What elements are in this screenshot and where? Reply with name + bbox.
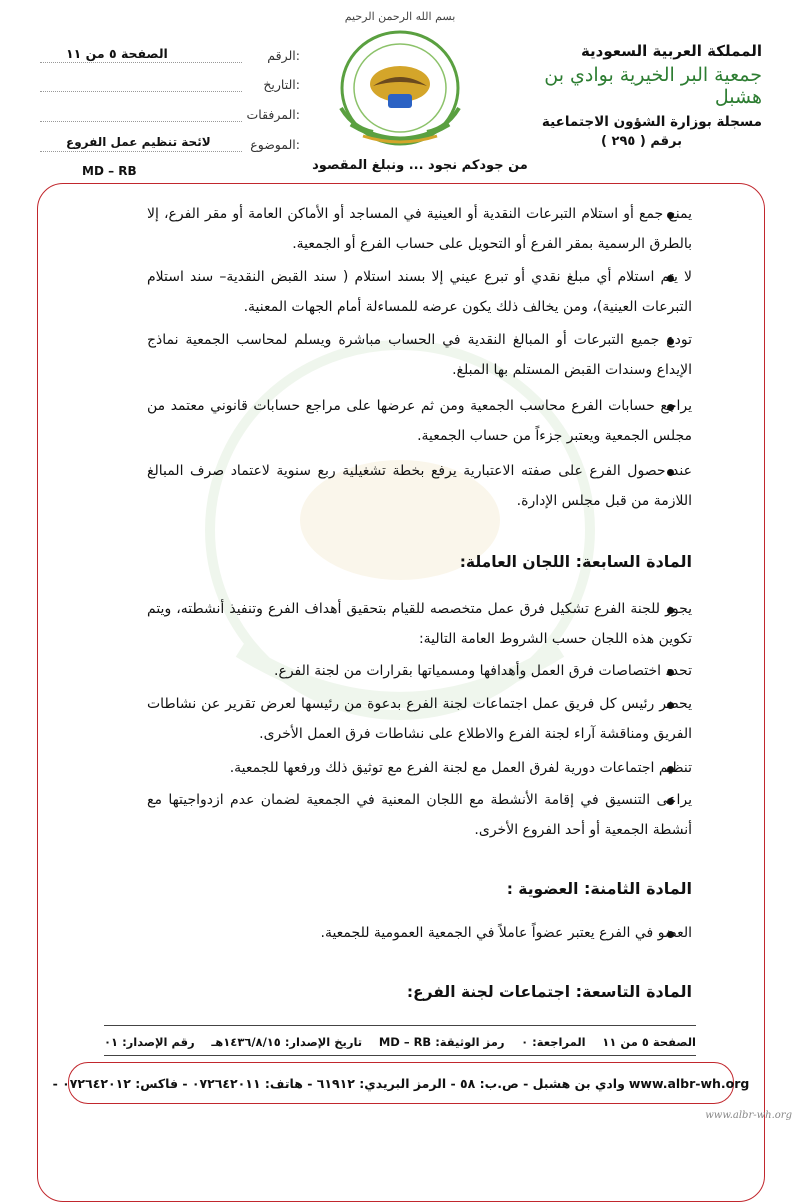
attachments-value <box>40 105 242 122</box>
meta-number-row <box>40 46 300 63</box>
basmala: بسم الله الرحمن الرحيم <box>344 10 456 23</box>
release-date: تاريخ الإصدار: ١٤٣٦/٨/١٥هـ <box>211 1035 363 1049</box>
address-text: وادي بن هشبل - ص.ب: ٥٨ - الرمز البريدي: ٦١٩١٢ - هاتف: ٠٧٢٦٤٢٠١١ - فاكس: ٠٧٢٦٤٢٠١٢ - <box>52 1075 625 1091</box>
meta-attachments-row <box>40 105 300 122</box>
list-item: يراعى التنسيق في إقامة الأنشطة مع اللجان المعنية في الجمعية لضمان عدم ازدواجيتها مع أنشطة الجمعية أو أحد الفروع الأخرى. <box>147 792 692 838</box>
meta-subject-row <box>40 135 300 152</box>
list-item: يحضر رئيس كل فريق عمل اجتماعات لجنة الفرع بدعوة من رئيسها لعرض تقرير عن نشاطات الفريق ومناقشة آراء لجنة الفرع والاطلاع على نشاطات فرق العمل الأخرى. <box>147 696 692 742</box>
list-item: يمنع جمع أو استلام التبرعات النقدية أو العينية في المساجد أو الأماكن العامة أو مقر الفرع، إلا بالطرق الرسمية بمقر الفرع أو التحويل على حساب الفرع أو الجمعية. <box>147 206 692 252</box>
registration-text: مسجلة بوزارة الشؤون الاجتماعية <box>541 114 762 130</box>
date-value <box>40 75 242 92</box>
revision: المراجعة: ٠ <box>521 1035 586 1049</box>
article-7-heading <box>460 552 692 571</box>
document-code: MD – RB <box>82 164 137 178</box>
list-item: العضو في الفرع يعتبر عضواً عاملاً في الجمعية العمومية للجمعية. <box>320 925 692 941</box>
number-label: الرقم: <box>267 48 300 63</box>
list-item: يراجع حسابات الفرع محاسب الجمعية ومن ثم عرضها على مراجع حسابات قانوني معتمد من مجلس الجمعية ويعتبر جزءاً من حساب الجمعية. <box>147 398 692 444</box>
organization-logo <box>333 28 467 158</box>
kingdom-name: المملكة العربية السعودية <box>580 42 762 60</box>
subject-label: الموضوع: <box>250 137 300 152</box>
list-item: تنظيم اجتماعات دورية لفرق العمل مع لجنة الفرع مع توثيق ذلك ورفعها للجمعية. <box>229 760 692 776</box>
website-link[interactable]: www.albr-wh.org <box>628 1075 750 1091</box>
date-label: التاريخ: <box>263 77 300 92</box>
article-8-title: المادة الثامنة: <box>583 879 692 898</box>
watermark-url: www.albr-wh.org <box>705 1110 792 1121</box>
number-value: الصفحة ٥ من ١١ <box>40 46 242 63</box>
organization-header <box>512 42 762 149</box>
address-box <box>52 1062 750 1104</box>
article-9-subject: اجتماعات لجنة الفرع: <box>406 983 571 1001</box>
footer-doc-code: رمز الوثيقة: MD – RB <box>378 1035 505 1049</box>
meta-date-row <box>40 75 300 92</box>
footer-page: الصفحة ٥ من ١١ <box>602 1035 696 1049</box>
list-item: عند حصول الفرع على صفته الاعتبارية يرفع بخطة تشغيلية ربع سنوية لاعتماد صرف المبالغ اللازمة من قبل مجلس الإدارة. <box>147 463 692 509</box>
attachments-label: المرفقات: <box>246 107 300 122</box>
list-item: لا يتم استلام أي مبلغ نقدي أو تبرع عيني إلا بسند استلام ( سند القبض النقدية– سند استلام التبرعات العينية)، ومن يخالف ذلك يكون عرضه للمساءلة أمام الجهات المعنية. <box>147 269 692 315</box>
list-item: تحدد اختصاصات فرق العمل وأهدافها ومسمياتها بقرارات من لجنة الفرع. <box>274 663 692 679</box>
article-7-title: المادة السابعة: <box>575 552 692 571</box>
slogan: من جودكم نجود ... ونبلغ المقصود <box>312 158 528 173</box>
release-number: رقم الإصدار: ٠١ <box>104 1035 195 1049</box>
article-9-title: المادة التاسعة: <box>575 982 692 1001</box>
list-item: يجوز للجنة الفرع تشكيل فرق عمل متخصصه للقيام بتحقيق أهداف الفرع وتنفيذ أنشطته، ويتم تكوين هذه اللجان حسب الشروط العامة التالية: <box>147 601 692 647</box>
organization-name: جمعية البر الخيرية بوادي بن هشبل <box>544 64 762 108</box>
article-8-heading <box>507 879 692 898</box>
article-8-subject: العضوية : <box>506 880 579 898</box>
article-7-subject: اللجان العاملة: <box>459 553 571 571</box>
footer-divider <box>104 1025 696 1026</box>
list-item: تودع جميع التبرعات أو المبالغ النقدية في الحساب مباشرة ويسلم لمحاسب الجمعية نماذج الإيداع وسندات القبض المستلم بها المبلغ. <box>147 332 692 378</box>
subject-value: لائحة تنظيم عمل الفروع <box>40 135 242 152</box>
footer-divider <box>104 1055 696 1056</box>
registration-number: برقم ( ٢٩٥ ) <box>601 134 682 149</box>
article-9-heading <box>407 982 692 1001</box>
footer-info <box>104 1035 696 1049</box>
